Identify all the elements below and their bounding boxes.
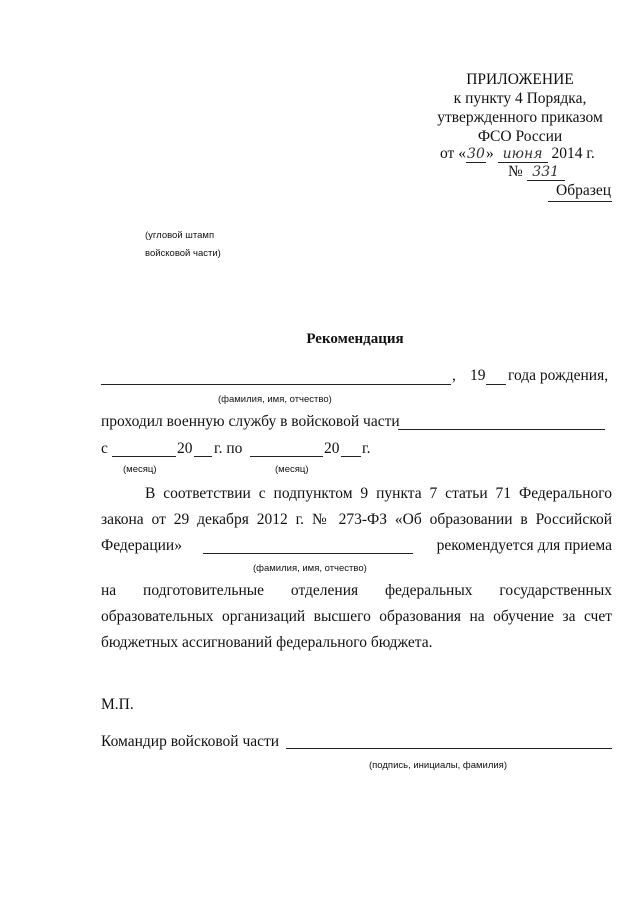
unit-line xyxy=(398,429,605,430)
header-to-point: к пункту 4 Порядка, xyxy=(453,90,587,107)
date-mid: » xyxy=(485,145,494,162)
year-suffix: года рождения, xyxy=(508,367,609,384)
number-prefix: № xyxy=(508,163,523,180)
signature-line xyxy=(286,748,612,749)
recommended-name-caption: (фамилия, имя, отчество) xyxy=(253,563,367,574)
body-line4: на подготовительные отделения федеральных государственных xyxy=(101,582,612,599)
header-appendix: ПРИЛОЖЕНИЕ xyxy=(466,71,574,88)
document-title: Рекомендация xyxy=(306,331,404,347)
header-block xyxy=(430,70,610,146)
body-line2: закона от 29 декабря 2012 г. № 273-ФЗ «Об образовании в Российской xyxy=(101,511,612,528)
body-line3-left: Федерации» xyxy=(101,537,182,554)
row3-year1: 20 xyxy=(177,440,193,457)
body-line3-right: рекомендуется для приема xyxy=(436,537,612,554)
number-value: 331 xyxy=(527,164,565,181)
name-caption: (фамилия, имя, отчество) xyxy=(218,394,332,405)
date-prefix: от « xyxy=(440,145,466,162)
sample-label: Образец xyxy=(556,182,612,199)
month1-caption: (месяц) xyxy=(123,464,157,475)
year2-line xyxy=(341,456,361,457)
sample-underline xyxy=(548,201,612,202)
date-month: июня xyxy=(498,146,548,163)
year1-line xyxy=(194,456,212,457)
signature-caption: (подпись, инициалы, фамилия) xyxy=(369,760,507,771)
month1-line xyxy=(112,456,176,457)
row3-end: г. xyxy=(362,440,371,457)
date-year: 2014 г. xyxy=(551,145,595,162)
row2-text: проходил военную службу в войсковой части xyxy=(101,413,400,430)
header-approved: утвержденного приказом xyxy=(437,109,603,126)
body-line1: В соответствии с подпунктом 9 пункта 7 статьи 71 Федерального xyxy=(145,485,612,502)
row3-year2: 20 xyxy=(324,440,340,457)
name-line xyxy=(101,384,451,385)
row3-mid: г. по xyxy=(214,440,243,457)
row3-from: с xyxy=(101,440,108,457)
year-prefix: 19 xyxy=(470,367,486,384)
year-line xyxy=(486,384,506,385)
header-date xyxy=(440,145,595,163)
month2-line xyxy=(250,456,323,457)
stamp-block xyxy=(145,227,221,263)
month2-caption: (месяц) xyxy=(275,464,309,475)
row1-comma: , xyxy=(452,367,456,384)
body-line6: бюджетных ассигнований федерального бюджета. xyxy=(101,634,433,651)
stamp-line1: (угловой штамп xyxy=(145,230,215,241)
body-line5: образовательных организаций высшего образования на обучение за счет xyxy=(101,608,612,625)
stamp-line2: войсковой части) xyxy=(145,248,221,259)
recommended-name-line xyxy=(203,553,413,554)
date-day: 30 xyxy=(467,146,485,162)
header-authority: ФСО России xyxy=(477,128,563,145)
seal-mark: М.П. xyxy=(101,696,134,713)
header-number xyxy=(508,163,565,181)
commander-label: Командир войсковой части xyxy=(101,733,280,750)
